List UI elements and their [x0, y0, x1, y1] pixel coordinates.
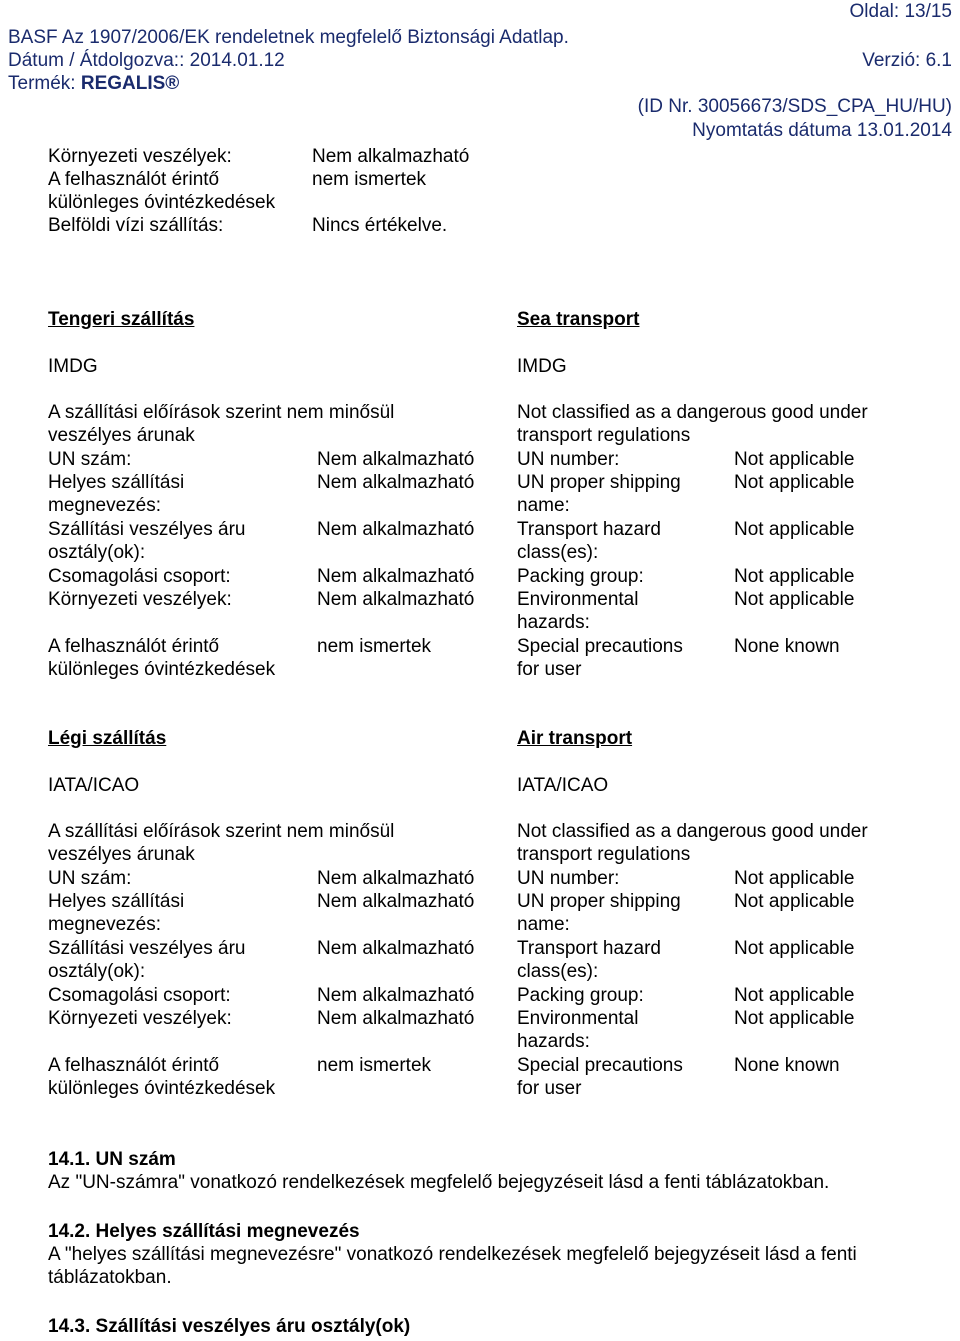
sea-row-en-label: UN proper shipping	[517, 472, 681, 493]
air-row-en-label: hazards:	[517, 1031, 590, 1052]
document-id: (ID Nr. 30056673/SDS_CPA_HU/HU)	[637, 96, 952, 117]
sea-hu-title: Tengeri szállítás	[48, 309, 195, 330]
sea-row-hu-value: Nem alkalmazható	[317, 566, 475, 587]
sea-hu-note: A szállítási előírások szerint nem minősül	[48, 402, 395, 423]
sea-row-hu-label: megnevezés:	[48, 495, 162, 516]
sea-row-en-value: Not applicable	[734, 589, 855, 610]
sea-row-hu-value: Nem alkalmazható	[317, 589, 475, 610]
sea-row-en-label: name:	[517, 495, 570, 516]
sea-hu-code: IMDG	[48, 356, 98, 377]
sea-row-hu-label: különleges óvintézkedések	[48, 659, 276, 680]
air-row-hu-label: UN szám:	[48, 868, 132, 889]
air-row-en-label: Environmental	[517, 1008, 639, 1029]
air-row-hu-label: megnevezés:	[48, 914, 162, 935]
sea-row-hu-value: Nem alkalmazható	[317, 449, 475, 470]
section-text: Az "UN-számra" vonatkozó rendelkezések megfelelő bejegyzéseit lásd a fenti táblázatokban.	[48, 1172, 830, 1193]
sea-row-hu-label: Szállítási veszélyes áru	[48, 519, 246, 540]
sea-row-hu-value: nem ismertek	[317, 636, 432, 657]
air-row-en-value: Not applicable	[734, 1008, 855, 1029]
air-row-hu-value: Nem alkalmazható	[317, 868, 475, 889]
air-row-en-label: Special precautions	[517, 1055, 683, 1076]
air-row-en-value: Not applicable	[734, 891, 855, 912]
top-label: Környezeti veszélyek:	[48, 146, 232, 167]
revision-date: Dátum / Átdolgozva:: 2014.01.12	[8, 50, 285, 71]
sea-row-hu-label: A felhasználót érintő	[48, 636, 220, 657]
version: Verzió: 6.1	[862, 50, 952, 71]
print-date: Nyomtatás dátuma 13.01.2014	[692, 120, 952, 141]
air-en-title: Air transport	[517, 728, 633, 749]
sea-row-hu-value: Nem alkalmazható	[317, 519, 475, 540]
sea-en-code: IMDG	[517, 356, 567, 377]
sea-row-en-label: UN number:	[517, 449, 620, 470]
product-label: Termék:	[8, 73, 81, 94]
sea-row-hu-label: Környezeti veszélyek:	[48, 589, 232, 610]
sea-row-hu-label: UN szám:	[48, 449, 132, 470]
sea-row-hu-value: Nem alkalmazható	[317, 472, 475, 493]
top-value: nem ismertek	[312, 169, 427, 190]
air-row-en-value: Not applicable	[734, 938, 855, 959]
section-heading: 14.2. Helyes szállítási megnevezés	[48, 1221, 360, 1242]
air-row-hu-value: Nem alkalmazható	[317, 985, 475, 1006]
air-hu-code: IATA/ICAO	[48, 775, 140, 796]
air-row-en-label: UN proper shipping	[517, 891, 681, 912]
air-row-en-label: UN number:	[517, 868, 620, 889]
air-row-hu-value: Nem alkalmazható	[317, 938, 475, 959]
air-hu-note: veszélyes árunak	[48, 844, 195, 865]
product-name: REGALIS®	[80, 73, 180, 94]
air-row-hu-label: Csomagolási csoport:	[48, 985, 231, 1006]
sea-row-hu-label: osztály(ok):	[48, 542, 146, 563]
sea-hu-note: veszélyes árunak	[48, 425, 195, 446]
air-row-en-label: name:	[517, 914, 570, 935]
air-row-hu-label: Környezeti veszélyek:	[48, 1008, 232, 1029]
air-en-note: transport regulations	[517, 844, 691, 865]
sea-row-en-value: Not applicable	[734, 472, 855, 493]
air-row-hu-label: osztály(ok):	[48, 961, 146, 982]
air-row-hu-value: nem ismertek	[317, 1055, 432, 1076]
air-hu-note: A szállítási előírások szerint nem minősül	[48, 821, 395, 842]
top-value: Nem alkalmazható	[312, 146, 470, 167]
sea-en-note: transport regulations	[517, 425, 691, 446]
air-row-en-label: Packing group:	[517, 985, 644, 1006]
sea-row-hu-label: Helyes szállítási	[48, 472, 185, 493]
section-text: A "helyes szállítási megnevezésre" vonatkozó rendelkezések megfelelő bejegyzéseit lásd a fenti táblázatokban.	[48, 1244, 857, 1288]
sea-row-en-label: class(es):	[517, 542, 599, 563]
air-row-en-value: Not applicable	[734, 985, 855, 1006]
section-heading: 14.1. UN szám	[48, 1149, 176, 1170]
section-heading: 14.3. Szállítási veszélyes áru osztály(ok)	[48, 1316, 411, 1337]
air-row-en-label: Transport hazard	[517, 938, 661, 959]
air-row-en-value: None known	[734, 1055, 840, 1076]
page-number: Oldal: 13/15	[849, 1, 952, 22]
sea-row-en-label: Environmental	[517, 589, 639, 610]
sea-row-hu-label: Csomagolási csoport:	[48, 566, 231, 587]
sea-row-en-value: None known	[734, 636, 840, 657]
sea-row-en-value: Not applicable	[734, 449, 855, 470]
air-row-en-label: for user	[517, 1078, 582, 1099]
air-row-hu-value: Nem alkalmazható	[317, 1008, 475, 1029]
top-label: A felhasználót érintő	[48, 169, 220, 190]
top-label: különleges óvintézkedések	[48, 192, 276, 213]
sea-row-en-label: Special precautions	[517, 636, 683, 657]
air-row-en-value: Not applicable	[734, 868, 855, 889]
sea-row-en-value: Not applicable	[734, 566, 855, 587]
sea-row-en-label: Transport hazard	[517, 519, 661, 540]
air-row-hu-label: Szállítási veszélyes áru	[48, 938, 246, 959]
air-row-hu-label: különleges óvintézkedések	[48, 1078, 276, 1099]
air-hu-title: Légi szállítás	[48, 728, 167, 749]
air-row-hu-label: A felhasználót érintő	[48, 1055, 220, 1076]
top-label: Belföldi vízi szállítás:	[48, 215, 224, 236]
sea-en-title: Sea transport	[517, 309, 640, 330]
sea-en-note: Not classified as a dangerous good under	[517, 402, 868, 423]
air-en-code: IATA/ICAO	[517, 775, 609, 796]
air-row-hu-value: Nem alkalmazható	[317, 891, 475, 912]
product-line	[8, 72, 179, 95]
regulation-title: BASF Az 1907/2006/EK rendeletnek megfelelő Biztonsági Adatlap.	[8, 27, 569, 48]
top-value: Nincs értékelve.	[312, 215, 448, 236]
air-row-hu-label: Helyes szállítási	[48, 891, 185, 912]
sea-row-en-label: for user	[517, 659, 582, 680]
air-row-en-label: class(es):	[517, 961, 599, 982]
sea-row-en-label: Packing group:	[517, 566, 644, 587]
air-en-note: Not classified as a dangerous good under	[517, 821, 868, 842]
sea-row-en-label: hazards:	[517, 612, 590, 633]
sea-row-en-value: Not applicable	[734, 519, 855, 540]
